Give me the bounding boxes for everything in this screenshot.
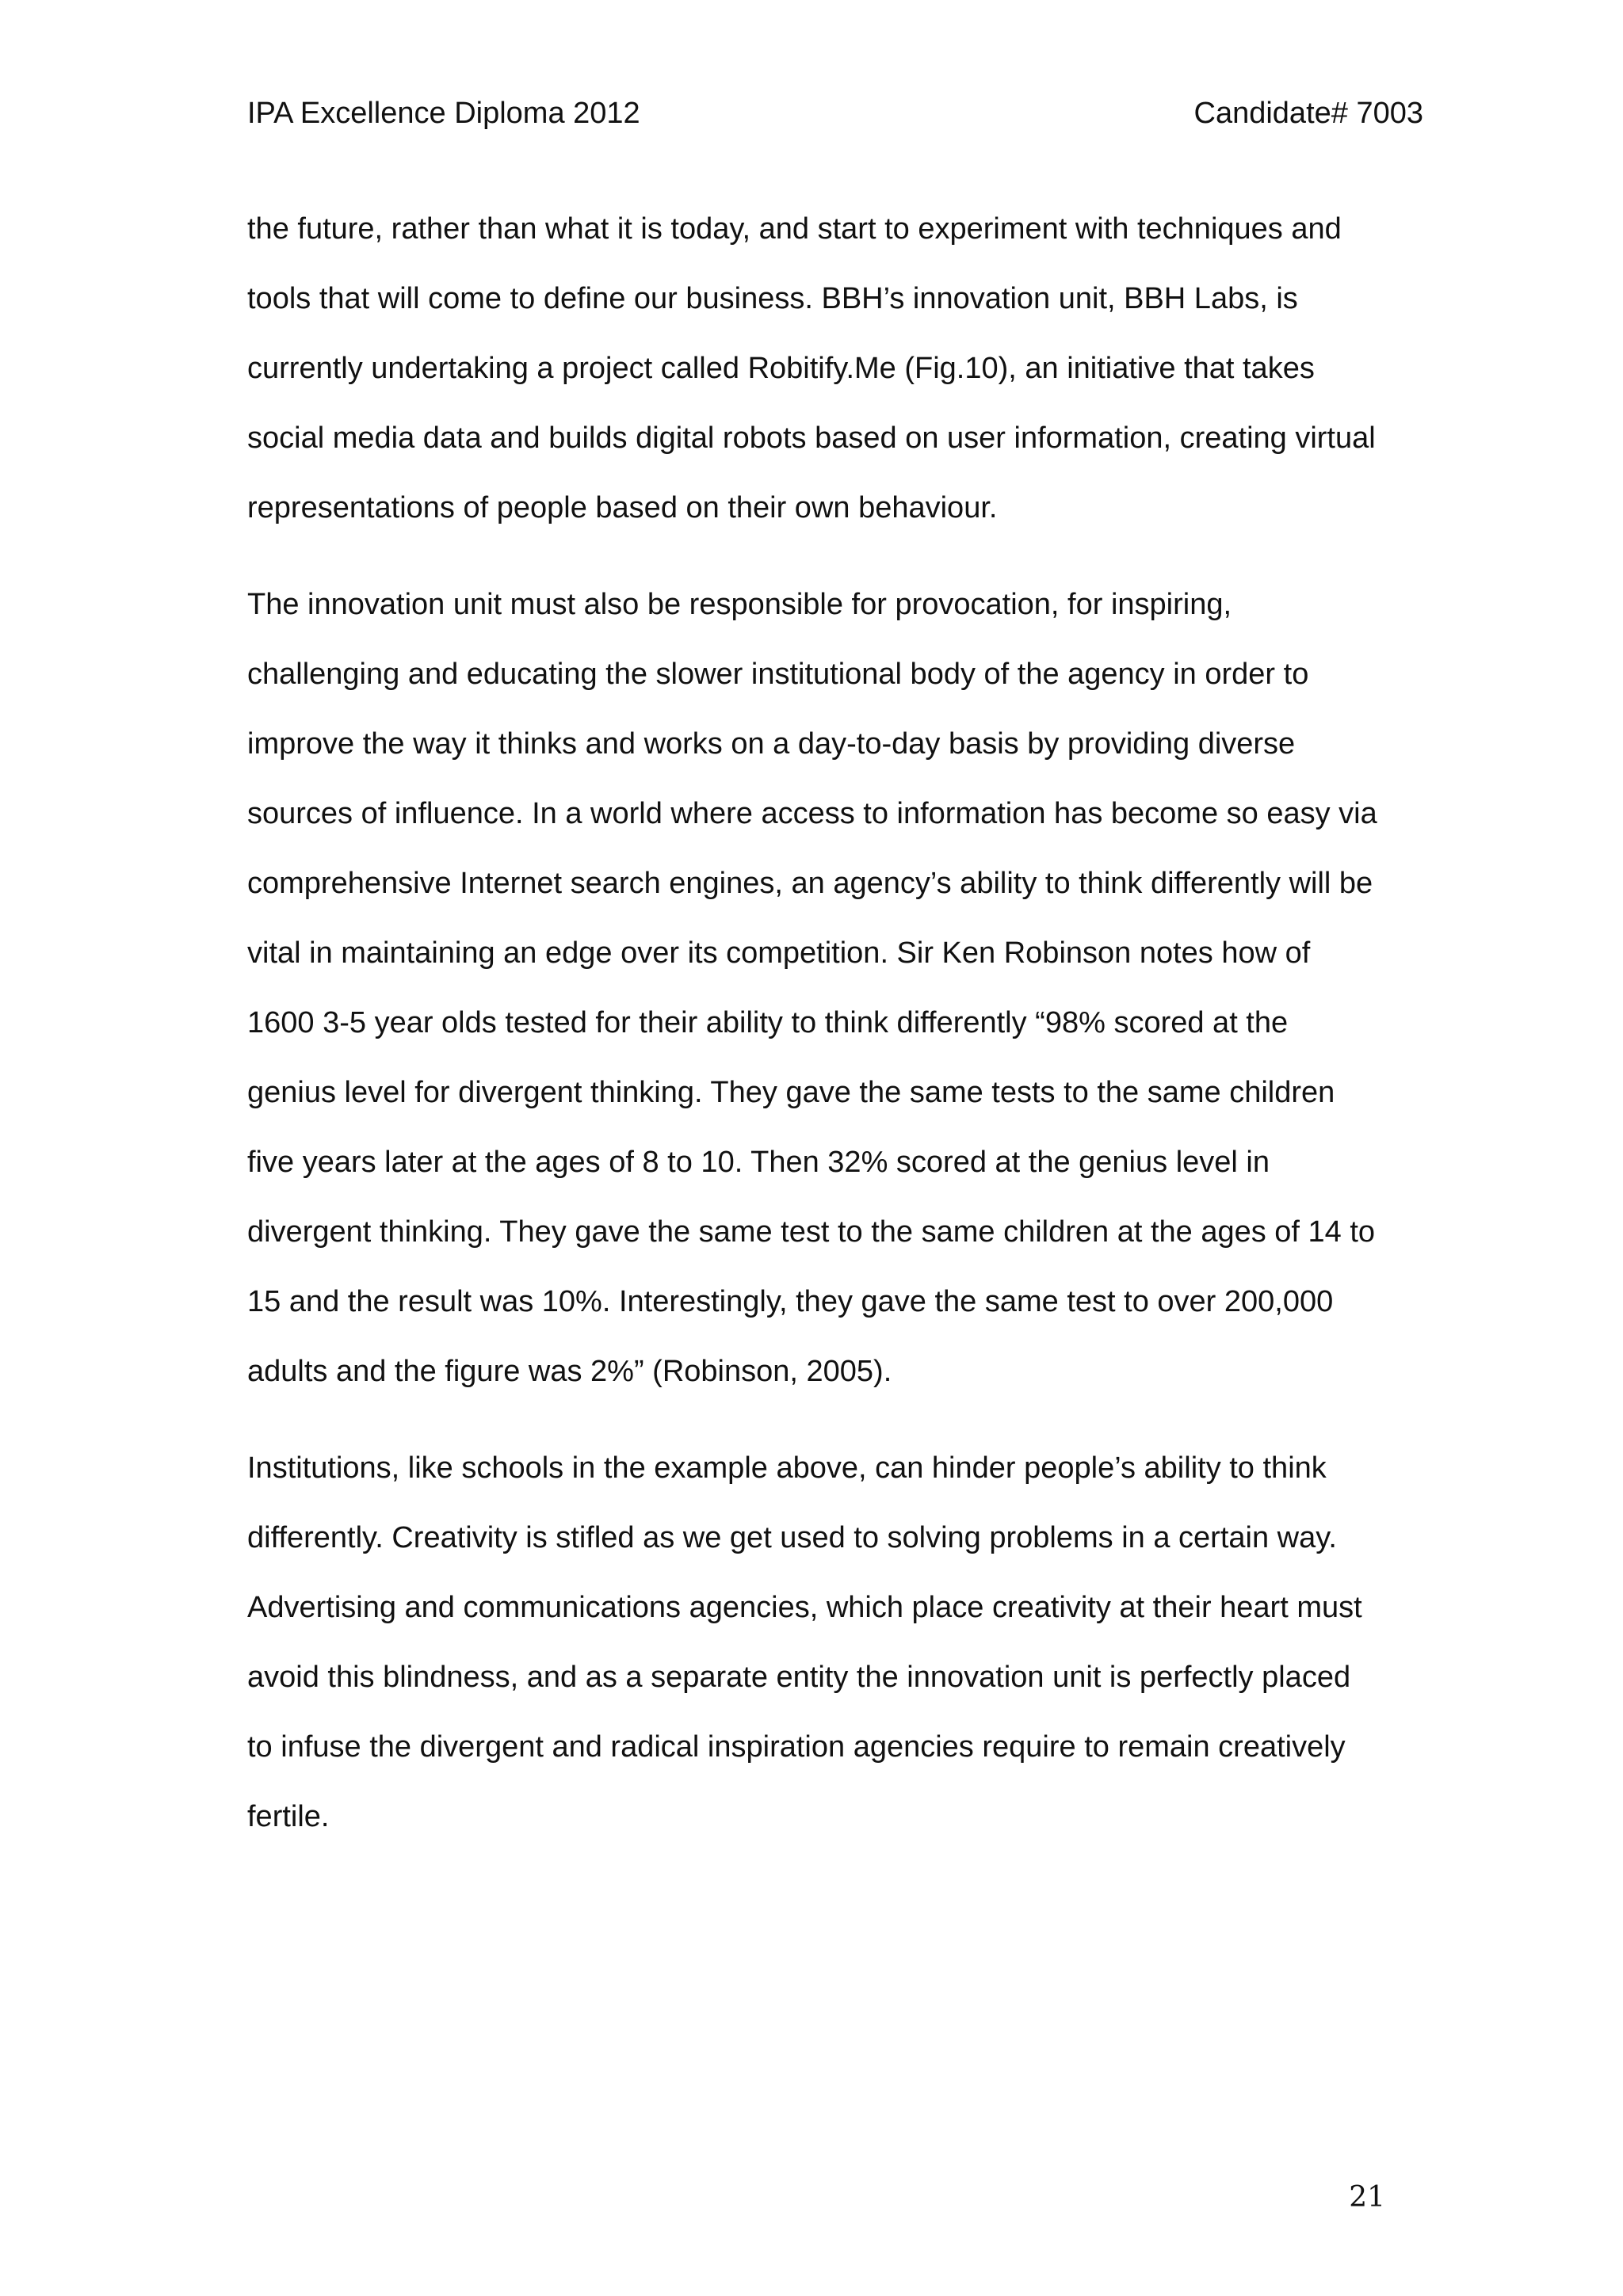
page-number: 21 (1349, 2181, 1385, 2214)
header-title: IPA Excellence Diploma 2012 (247, 97, 640, 130)
text-line: 1600 3-5 year olds tested for their ability to think differently “98% scored at the (247, 1006, 1289, 1039)
text-line: tools that will come to define our business. BBH’s innovation unit, BBH Labs, is (247, 282, 1298, 315)
text-line: improve the way it thinks and works on a day-to-day basis by providing diverse (247, 727, 1296, 761)
paragraph-2 (247, 570, 1388, 1406)
text-line: adults and the figure was 2%” (Robinson, 2005). (247, 1355, 892, 1388)
text-line: comprehensive Internet search engines, an agency’s ability to think differently will be (247, 867, 1373, 900)
text-line: vital in maintaining an edge over its competition. Sir Ken Robinson notes how of (247, 936, 1311, 970)
text-line: the future, rather than what it is today, and start to experiment with techniques and (247, 212, 1342, 246)
text-line: The innovation unit must also be responsible for provocation, for inspiring, (247, 588, 1232, 621)
text-line: differently. Creativity is stifled as we get used to solving problems in a certain way. (247, 1521, 1337, 1554)
text-line: to infuse the divergent and radical inspiration agencies require to remain creatively (247, 1730, 1346, 1764)
header-candidate-number: Candidate# 7003 (1193, 97, 1423, 130)
text-line: divergent thinking. They gave the same test to the same children at the ages of 14 to (247, 1215, 1376, 1249)
text-line: five years later at the ages of 8 to 10. Then 32% scored at the genius level in (247, 1146, 1270, 1179)
text-line: social media data and builds digital robots based on user information, creating virtual (247, 421, 1376, 455)
text-line: sources of influence. In a world where access to information has become so easy via (247, 797, 1377, 830)
paragraph-1 (247, 194, 1388, 543)
text-line: representations of people based on their own behaviour. (247, 491, 998, 524)
text-line: genius level for divergent thinking. They gave the same tests to the same children (247, 1076, 1335, 1109)
text-line: currently undertaking a project called Robitify.Me (Fig.10), an initiative that takes (247, 352, 1315, 385)
text-line: fertile. (247, 1800, 330, 1833)
text-line: 15 and the result was 10%. Interestingly, they gave the same test to over 200,000 (247, 1285, 1334, 1318)
text-line: challenging and educating the slower institutional body of the agency in order to (247, 658, 1309, 691)
body-text (247, 194, 1388, 1878)
text-line: Advertising and communications agencies, which place creativity at their heart must (247, 1591, 1362, 1624)
paragraph-3 (247, 1433, 1388, 1852)
text-line: Institutions, like schools in the example above, can hinder people’s ability to think (247, 1451, 1327, 1485)
text-line: avoid this blindness, and as a separate entity the innovation unit is perfectly placed (247, 1661, 1351, 1694)
